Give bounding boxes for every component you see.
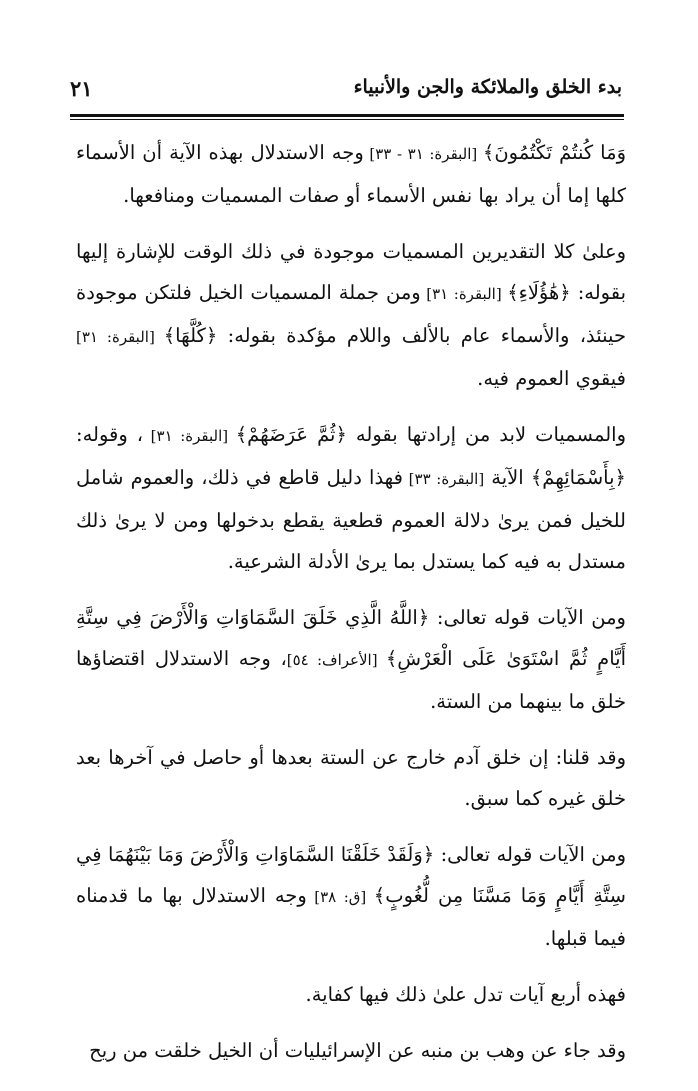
verse-reference: [البقرة: ٣٣] bbox=[403, 470, 485, 488]
paragraph bbox=[76, 1030, 626, 1071]
running-title: بدء الخلق والملائكة والجن والأنبياء bbox=[353, 76, 622, 98]
quran-verse: ﴿ثُمَّ عَرَضَهُمْ﴾ bbox=[235, 423, 347, 446]
page-number: ٢١ bbox=[70, 76, 93, 101]
paragraph bbox=[76, 132, 626, 216]
verse-reference: [البقرة: ٣١] bbox=[76, 328, 164, 346]
paragraph bbox=[76, 974, 626, 1015]
paragraph-text: والمسميات لابد من إرادتها بقوله bbox=[346, 423, 626, 446]
paragraph-text: ، وقوله: bbox=[76, 423, 144, 446]
paragraph bbox=[76, 737, 626, 819]
header-rule-thick bbox=[70, 114, 624, 117]
verse-reference: [البقرة: ٣١] bbox=[143, 427, 236, 445]
paragraph-text: فيقوي العموم فيه. bbox=[477, 367, 626, 390]
quran-verse: ﴿وَلَقَدْ خَلَقْنَا السَّمَاوَاتِ وَالْأَرْضَ وَمَا بَيْنَهُمَا فِي سِتَّةِ أَيَّامٍ وَمَا مَسَّنَا مِن لُّغُوبٍ﴾ bbox=[76, 843, 626, 907]
paragraph-text: ومن الآيات قوله تعالى: bbox=[429, 606, 626, 629]
paragraph bbox=[76, 834, 626, 959]
paragraph-text: فهذا دليل قاطع في ذلك، والعموم شامل للخيل فمن يرىٰ دلالة العموم قطعية يقطع بدخولها ومن لا يرىٰ ذلك مستدل به فيه كما يستدل بما يرىٰ الأدلة الشرعية. bbox=[76, 466, 626, 573]
header-rule-thin bbox=[70, 119, 624, 120]
verse-reference: [البقرة: ٣١ - ٣٣] bbox=[363, 145, 483, 163]
paragraph-text: فهذه أربع آيات تدل علىٰ ذلك فيها كفاية. bbox=[305, 983, 626, 1006]
paragraph-text: وجه الاستدلال بها ما قدمناه فيما قبلها. bbox=[76, 884, 626, 950]
paragraph-text: ومن الآيات قوله تعالى: bbox=[434, 843, 626, 866]
page-body bbox=[76, 132, 626, 1086]
verse-reference: [ق: ٣٨] bbox=[306, 888, 374, 906]
paragraph-text: وجه الاستدلال بهذه الآية أن الأسماء كلها إما أن يراد بها نفس الأسماء أو صفات المسميات ومنافعها. bbox=[76, 141, 626, 207]
verse-reference: [الأعراف: ٥٤] bbox=[286, 651, 386, 669]
quran-verse: ﴿هَٰؤُلَاءِ﴾ bbox=[507, 281, 571, 304]
quran-verse: ﴿كُلَّهَا﴾ bbox=[163, 324, 218, 347]
quran-verse: ﴿بِأَسْمَائِهِمْ﴾ bbox=[530, 466, 626, 489]
paragraph-text: وقد قلنا: إن خلق آدم خارج عن الستة بعدها أو حاصل في آخرها بعد خلق غيره كما سبق. bbox=[76, 746, 626, 810]
paragraph-text: وعلىٰ كلا التقديرين المسميات موجودة في ذلك الوقت للإشارة إليها بقوله: bbox=[76, 240, 627, 304]
paragraph-text: وقد جاء عن وهب بن منبه عن الإسرائيليات أن الخيل خلقت من ريح bbox=[89, 1039, 626, 1062]
quran-verse: ﴿اللَّهُ الَّذِي خَلَقَ السَّمَاوَاتِ وَالْأَرْضَ فِي سِتَّةِ أَيَّامٍ ثُمَّ اسْتَوَىٰ عَلَى الْعَرْشِ﴾ bbox=[76, 606, 626, 670]
paragraph-text: الآية bbox=[484, 466, 531, 489]
paragraph-text: ومن جملة المسميات الخيل فلتكن موجودة حينئذ، والأسماء عام بالألف واللام مؤكدة بقوله: bbox=[76, 281, 626, 347]
paragraph-text: ، وجه الاستدلال اقتضاؤها خلق ما بينهما من الستة. bbox=[76, 647, 626, 713]
page-header bbox=[70, 76, 622, 106]
paragraph bbox=[76, 414, 626, 582]
verse-reference: [البقرة: ٣١] bbox=[420, 285, 508, 303]
paragraph bbox=[76, 597, 626, 722]
paragraph bbox=[76, 231, 626, 399]
quran-verse: وَمَا كُنتُمْ تَكْتُمُونَ﴾ bbox=[482, 141, 626, 164]
